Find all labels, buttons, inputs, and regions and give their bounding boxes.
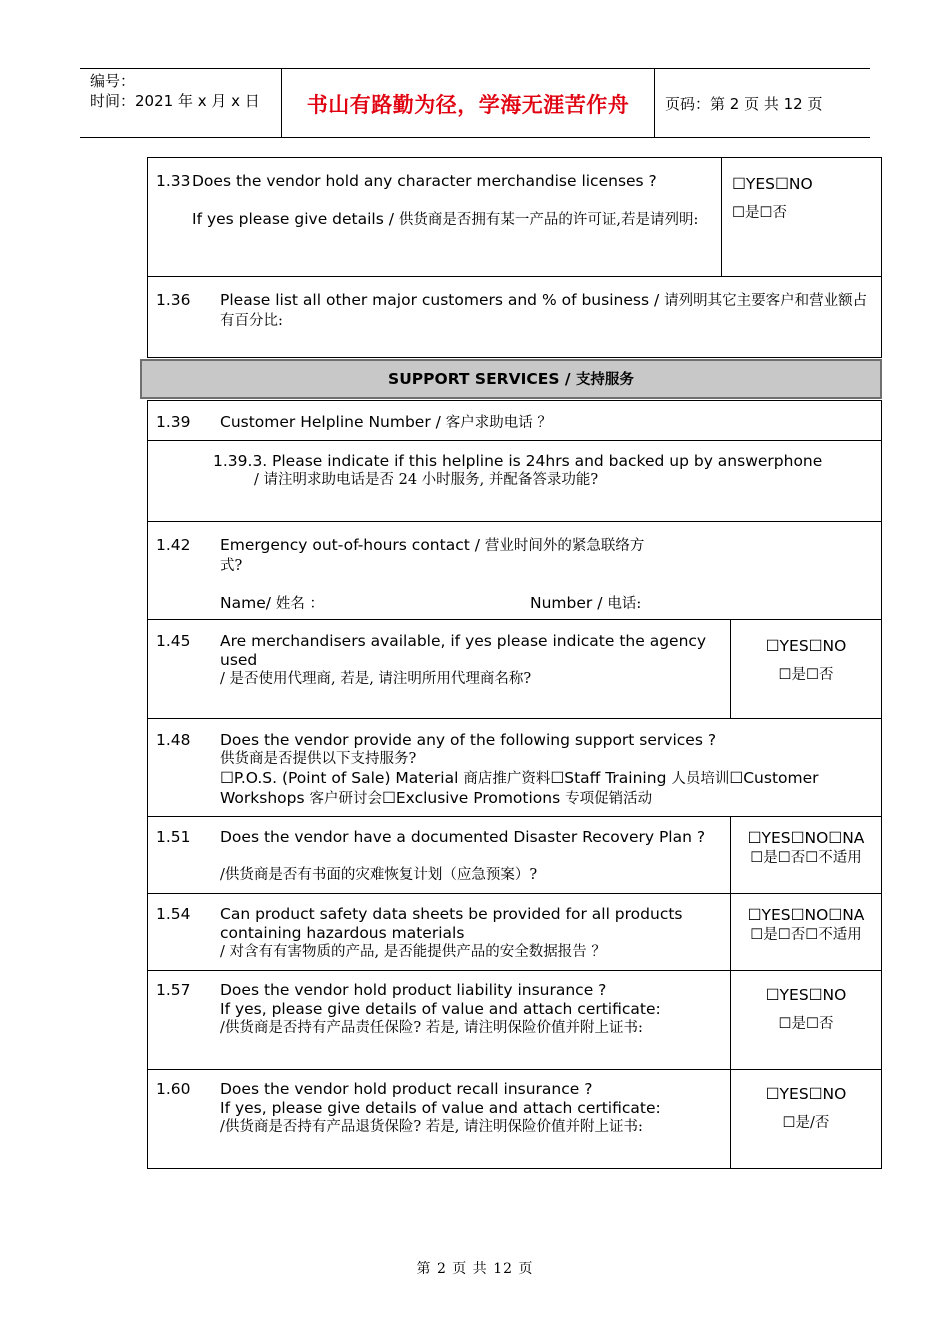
question-line-en: Please indicate if this helpline is 24hrs and backed up by answerphone	[272, 452, 823, 470]
question-line: Does the vendor hold any character merchandise licenses ?	[192, 172, 657, 190]
answer-options[interactable]	[730, 620, 881, 718]
question-number: 1.54	[156, 905, 191, 923]
question-line-en: Please list all other major customers and % of business /	[220, 291, 665, 309]
question-text	[254, 452, 869, 490]
contact-number-field[interactable]	[530, 592, 641, 613]
question-line-en: Customer Helpline Number /	[220, 413, 446, 431]
question-row-1-54	[147, 893, 882, 971]
header-divider	[654, 69, 655, 137]
question-line-cn: 营业时间外的紧急联络方式?	[220, 538, 645, 574]
section-title-en: SUPPORT SERVICES /	[388, 370, 576, 388]
header-motto: 书山有路勤为径，学海无涯苦作舟	[306, 92, 630, 117]
question-text	[220, 291, 869, 331]
question-number: 1.48	[156, 731, 191, 749]
question-line-cn: 供货商是否拥有某一产品的许可证,若是请列明:	[398, 212, 699, 228]
yes-no-checkboxes[interactable]: ☐YES☐NO	[732, 175, 813, 193]
option-label-cn: 专项促销活动	[565, 791, 653, 807]
question-text	[220, 981, 723, 1038]
option-staff-training[interactable]	[550, 769, 729, 787]
yes-no-checkboxes-cn[interactable]: ☐是/否	[782, 1115, 830, 1131]
question-number: 1.42	[156, 536, 191, 554]
question-row-1-57	[147, 970, 882, 1070]
page-footer: 第 2 页 共 12 页	[416, 1261, 534, 1277]
question-number: 1.33	[156, 172, 191, 190]
question-text	[220, 413, 869, 433]
yes-no-checkboxes-cn[interactable]: ☐是☐否	[778, 1016, 834, 1032]
question-row-1-45	[147, 619, 882, 719]
field-label-en: Name/	[220, 594, 276, 612]
question-line-en: If yes, please give details of value and attach certificate:	[220, 1099, 661, 1117]
question-line-en: Are merchandisers available, if yes please indicate the agency used	[220, 632, 707, 669]
answer-options[interactable]	[730, 971, 881, 1069]
question-row-1-33	[147, 157, 882, 277]
yes-no-na-checkboxes[interactable]: ☐YES☐NO☐NA	[747, 829, 865, 847]
contact-name-field[interactable]	[220, 592, 324, 613]
question-number: 1.39	[156, 413, 191, 431]
question-number: 1.60	[156, 1080, 191, 1098]
yes-no-na-checkboxes-cn[interactable]: ☐是☐否☐不适用	[750, 927, 862, 943]
yes-no-checkboxes[interactable]: ☐YES☐NO	[765, 637, 847, 655]
question-text	[220, 536, 661, 576]
field-label-en: Number /	[530, 594, 608, 612]
field-label-cn: 姓名 ：	[275, 596, 324, 612]
question-row-1-39	[147, 400, 882, 441]
option-label-cn: 商店推广资料	[463, 771, 551, 787]
question-text	[220, 1080, 723, 1137]
question-line-cn: / 是否使用代理商, 若是, 请注明所用代理商名称?	[220, 671, 532, 687]
question-text	[220, 632, 723, 689]
yes-no-checkboxes-cn[interactable]: ☐是☐否	[778, 667, 834, 683]
question-line-cn: 客户求助电话 ？	[445, 415, 552, 431]
question-line-cn: /供货商是否持有产品责任保险? 若是, 请注明保险价值并附上证书:	[220, 1020, 643, 1036]
question-row-1-51	[147, 816, 882, 894]
yes-no-na-checkboxes[interactable]: ☐YES☐NO☐NA	[747, 906, 865, 924]
section-title-cn: 支持服务	[575, 371, 634, 388]
question-line-cn: / 对含有有害物质的产品, 是否能提供产品的安全数据报告 ？	[220, 944, 606, 960]
question-line-en: Does the vendor provide any of the following support services ?	[220, 731, 717, 749]
question-row-1-42	[147, 521, 882, 620]
question-row-1-48	[147, 718, 882, 817]
question-line-cn: /供货商是否有书面的灾难恢复计划（应急预案）?	[220, 867, 538, 883]
field-label-cn: 电话:	[607, 596, 642, 612]
page-header	[80, 68, 870, 138]
header-page-info: 页码：第 2 页 共 12 页	[665, 95, 823, 113]
option-label-cn: 客户研讨会	[309, 791, 382, 807]
yes-no-checkboxes[interactable]: ☐YES☐NO	[765, 1085, 847, 1103]
yes-no-checkboxes[interactable]: ☐YES☐NO	[765, 986, 847, 1004]
support-services-options	[220, 769, 861, 809]
question-line-en: Emergency out-of-hours contact /	[220, 536, 485, 554]
question-line-en: Does the vendor hold product liability insurance ?	[220, 981, 607, 999]
option-label-cn: 人员培训	[671, 771, 730, 787]
question-row-1-36	[147, 276, 882, 358]
option-label-en: ☐Staff Training	[550, 769, 672, 787]
question-number: 1.39.3.	[213, 452, 268, 470]
question-number: 1.51	[156, 828, 191, 846]
question-line-en: Does the vendor hold product recall insurance ?	[220, 1080, 593, 1098]
document-date: 时间：2021 年 x 月 x 日	[90, 92, 260, 110]
question-text	[220, 828, 731, 885]
yes-no-na-checkboxes-cn[interactable]: ☐是☐否☐不适用	[750, 850, 862, 866]
header-meta	[90, 71, 260, 111]
option-label-en: ☐Exclusive Promotions	[381, 789, 566, 807]
yes-no-checkboxes-cn[interactable]: ☐是☐否	[732, 205, 787, 221]
option-label-en: ☐P.O.S. (Point of Sale) Material	[220, 769, 464, 787]
question-text	[192, 172, 711, 230]
section-header-support-services	[140, 359, 882, 399]
question-line-en: If yes please give details /	[192, 210, 399, 228]
option-pos-material[interactable]	[220, 769, 550, 787]
question-row-1-39-3	[147, 440, 882, 522]
question-number: 1.36	[156, 291, 191, 309]
question-line-en: If yes, please give details of value and attach certificate:	[220, 1000, 661, 1018]
question-line-cn: 请列明其它主要客户和营业额占有百分比:	[220, 293, 868, 329]
question-text	[220, 731, 861, 809]
question-row-1-60	[147, 1069, 882, 1169]
question-line-en: Can product safety data sheets be provided for all products containing hazardous materials	[220, 905, 683, 942]
option-exclusive-promotions[interactable]	[382, 789, 652, 807]
answer-options[interactable]	[721, 158, 881, 276]
answer-options[interactable]	[730, 817, 881, 893]
question-number: 1.57	[156, 981, 191, 999]
answer-options[interactable]	[730, 1070, 881, 1168]
option-label-en: ☐Customer Workshops	[220, 769, 819, 807]
question-line-en: Does the vendor have a documented Disaster Recovery Plan ?	[220, 828, 706, 846]
question-line-cn: /供货商是否持有产品退货保险? 若是, 请注明保险价值并附上证书:	[220, 1119, 643, 1135]
question-line-cn: / 请注明求助电话是否 24 小时服务, 并配备答录功能?	[254, 472, 599, 488]
question-number: 1.45	[156, 632, 191, 650]
question-line-cn: 供货商是否提供以下支持服务?	[220, 751, 417, 767]
answer-options[interactable]	[730, 894, 881, 970]
document-code: 编号：	[90, 72, 136, 90]
question-text	[220, 905, 723, 962]
